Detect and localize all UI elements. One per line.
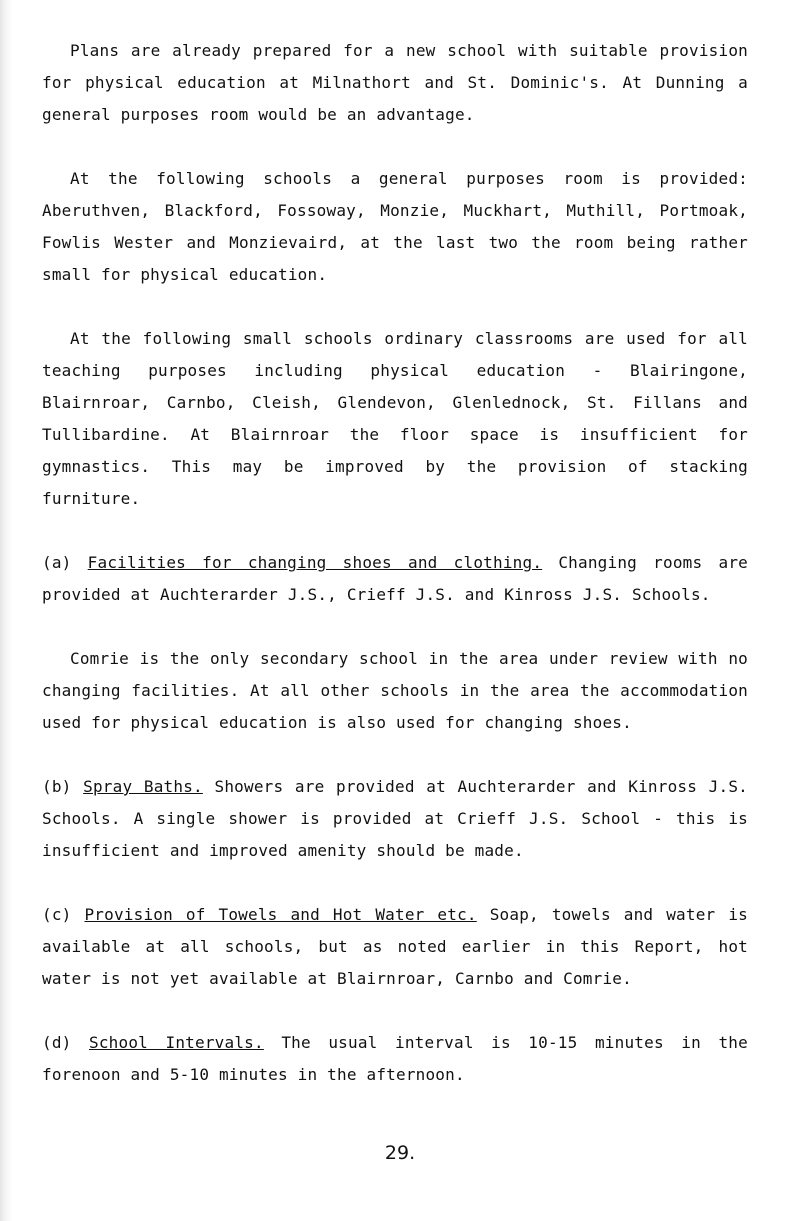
section-b-spray-baths (42, 771, 748, 867)
section-b-text: Showers are provided at Auchterarder and Kinross J.S. Schools. A single shower is provided at Crieff J.S. School - this is insufficient and improved amenity should be made. (42, 777, 748, 860)
section-a-label: (a) (42, 553, 72, 572)
document-body (42, 35, 748, 1123)
section-d-text: The usual interval is 10-15 minutes in the forenoon and 5-10 minutes in the afternoon. (42, 1033, 748, 1084)
section-a-text: Changing rooms are provided at Auchterarder J.S., Crieff J.S. and Kinross J.S. Schools. (42, 553, 748, 604)
scanned-page-edge (0, 0, 12, 1221)
paragraph-small-schools-classrooms: At the following small schools ordinary classrooms are used for all teaching purposes including physical education - Blairingone, Blairnroar, Carnbo, Cleish, Glendevon, Glenlednock, St. Fillans and Tullibardine. At Blairnroar the floor space is insufficient for gymnastics. This may be improved by the provision of stacking furniture. (42, 329, 748, 508)
section-d-school-intervals (42, 1027, 748, 1091)
section-d-heading: School Intervals. (89, 1033, 264, 1052)
section-c-text: Soap, towels and water is available at all schools, but as noted earlier in this Report, hot water is not yet available at Blairnroar, Carnbo and Comrie. (42, 905, 748, 988)
section-b-label: (b) (42, 777, 72, 796)
page-number: 29. (384, 1142, 416, 1164)
paragraph-new-school-plans: Plans are already prepared for a new school with suitable provision for physical education at Milnathort and St. Dominic's. At Dunning a general purposes room would be an advantage. (42, 41, 748, 124)
section-c-heading: Provision of Towels and Hot Water etc. (84, 905, 477, 924)
section-a-changing-facilities (42, 547, 748, 611)
section-b-heading: Spray Baths. (83, 777, 203, 796)
section-a-heading: Facilities for changing shoes and clothing. (87, 553, 543, 572)
section-d-label: (d) (42, 1033, 72, 1052)
section-c-label: (c) (42, 905, 72, 924)
section-c-towels-hot-water (42, 899, 748, 995)
paragraph-comrie-changing: Comrie is the only secondary school in the area under review with no changing facilities. At all other schools in the area the accommodation used for physical education is also used for changing shoes. (42, 649, 748, 732)
paragraph-general-purposes-rooms: At the following schools a general purposes room is provided: Aberuthven, Blackford, Fossoway, Monzie, Muckhart, Muthill, Portmoak, Fowlis Wester and Monzievaird, at the last two the room being rather small for physical education. (42, 169, 748, 284)
